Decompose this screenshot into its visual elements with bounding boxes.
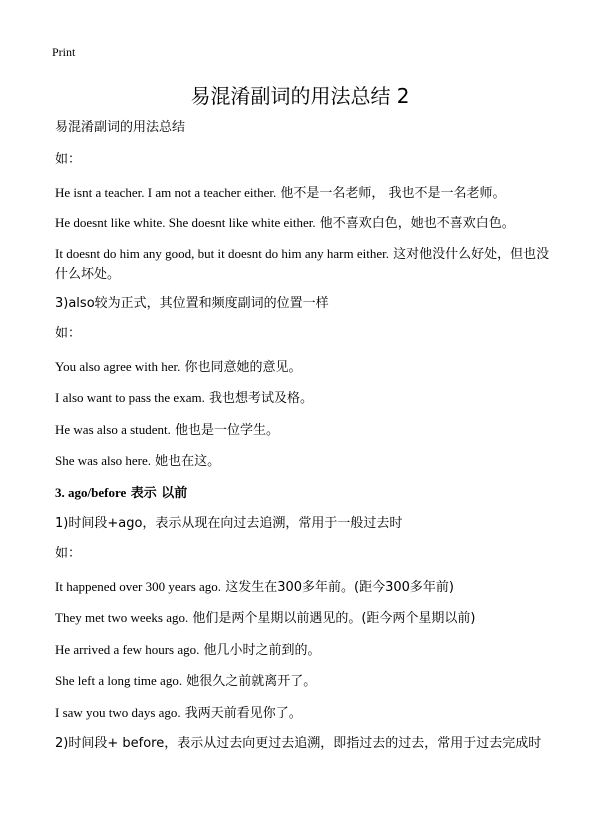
example-sentence [55,244,550,285]
example-chinese: 他不是一名老师， 我也不是一名老师。 [276,186,506,201]
example-chinese: 她也在这。 [151,454,221,469]
example-sentence [55,420,555,441]
example-english: She left a long time ago. [55,673,183,688]
example-chinese: 他几小时之前到的。 [199,643,321,658]
example-chinese: 他也是一位学生。 [170,423,280,438]
example-english: She was also here. [55,453,152,468]
example-english: He isnt a teacher. I am not a teacher either. [55,185,277,200]
section-heading-chinese: 表示 以前 [126,486,188,501]
section-heading-english: 3. ago/before [55,485,127,500]
example-english: It doesnt do him any good, but it doesnt do him any harm either. [55,246,389,261]
example-english: I also want to pass the exam. [55,390,205,405]
section-heading [55,483,555,504]
example-english: They met two weeks ago. [55,610,189,625]
example-label: 如： [55,326,82,341]
example-sentence [55,671,555,692]
example-chinese: 她很久之前就离开了。 [182,674,317,689]
example-sentence [55,577,555,598]
example-chinese: 他们是两个星期以前遇见的。(距今两个星期以前) [188,611,476,626]
example-sentence [55,213,555,234]
rule-also: 3)also较为正式，其位置和频度副词的位置一样 [55,296,329,311]
example-sentence [55,608,555,629]
example-sentence [55,388,555,409]
example-label: 如： [55,152,82,167]
example-chinese: 你也同意她的意见。 [180,360,302,375]
example-chinese: 他不喜欢白色，她也不喜欢白色。 [315,216,515,231]
example-english: It happened over 300 years ago. [55,579,222,594]
example-english: You also agree with her. [55,359,181,374]
example-sentence [55,703,555,724]
example-chinese: 这对他没什么好处，但也没什么坏处。 [55,247,550,282]
example-label: 如： [55,546,82,561]
example-sentence [55,183,555,204]
example-chinese: 这发生在300多年前。(距今300多年前) [221,580,454,595]
example-chinese: 我两天前看见你了。 [180,706,302,721]
subtitle: 易混淆副词的用法总结 [55,120,186,135]
page-title: 易混淆副词的用法总结 2 [190,84,410,108]
example-english: He doesnt like white. She doesnt like white either. [55,215,316,230]
example-english: He arrived a few hours ago. [55,642,200,657]
example-english: I saw you two days ago. [55,705,181,720]
example-sentence [55,357,555,378]
example-sentence [55,451,555,472]
example-english: He was also a student. [55,422,171,437]
print-label: Print [52,45,76,59]
rule-ago: 1)时间段+ago，表示从现在向过去追溯，常用于一般过去时 [55,516,403,531]
example-sentence [55,640,555,661]
example-chinese: 我也想考试及格。 [204,391,313,406]
rule-before: 2)时间段+ before，表示从过去向更过去追溯，即指过去的过去，常用于过去完成时 [55,736,542,751]
